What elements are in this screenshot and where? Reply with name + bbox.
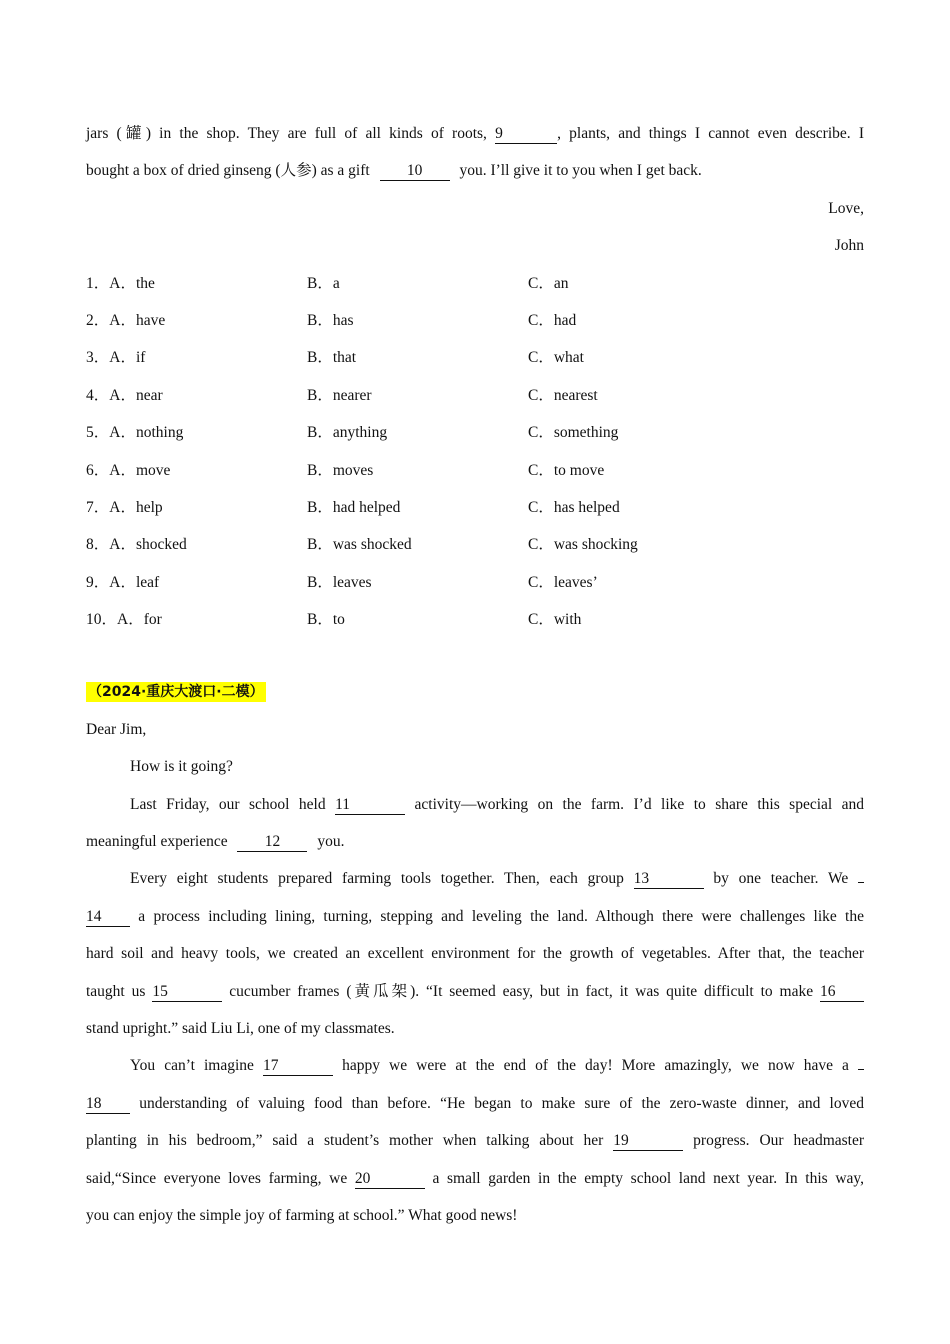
passage1-line2: bought a box of dried ginseng (人参) as a gift 10 you. I’ll give it to you when I get back.: [86, 162, 702, 180]
option-b[interactable]: B．was shocked: [307, 536, 412, 554]
question-row: 2．A．have B．has C．had: [86, 309, 864, 346]
blank-17: 17: [263, 1057, 333, 1076]
option-c[interactable]: C．nearest: [528, 386, 598, 404]
blank-10: 10: [380, 162, 450, 181]
option-a[interactable]: A．the: [109, 274, 155, 292]
paragraph-4-line2: 18 understanding of valuing food than before. “He began to make sure of the zero-waste dinner, and loved: [86, 1094, 864, 1112]
option-b[interactable]: B．to: [307, 611, 345, 629]
question-row: 8．A．shocked B．was shocked C．was shocking: [86, 533, 864, 570]
option-c[interactable]: C．had: [528, 311, 577, 329]
closing: Love,: [828, 199, 864, 217]
option-a[interactable]: A．near: [109, 386, 163, 404]
content: [86, 122, 864, 1241]
option-b[interactable]: B．nearer: [307, 386, 372, 404]
blank-14: 14: [86, 908, 130, 927]
option-a[interactable]: A．shocked: [109, 536, 187, 554]
source-tag: （2024·重庆大渡口·二模）: [88, 684, 264, 701]
option-c[interactable]: C．an: [528, 274, 569, 292]
question-row: 1．A．the B．a C．an: [86, 272, 864, 309]
passage1-line1: jars (罐) in the shop. They are full of all kinds of roots, 9 , plants, and things I cannot even describe. I: [86, 125, 864, 142]
option-b[interactable]: B．has: [307, 311, 354, 329]
question-row: 4．A．near B．nearer C．nearest: [86, 384, 864, 421]
paragraph-3-line1: Every eight students prepared farming tools together. Then, each group 13 by one teacher. We: [86, 867, 864, 904]
option-a[interactable]: A．move: [109, 461, 171, 479]
option-c[interactable]: C．something: [528, 424, 619, 442]
option-a[interactable]: A．if: [109, 349, 146, 367]
blank-9: 9: [495, 125, 557, 144]
blank-20: 20: [355, 1170, 425, 1189]
option-c[interactable]: C．was shocking: [528, 536, 638, 554]
option-a[interactable]: A．nothing: [109, 424, 184, 442]
blank-18: 18: [86, 1095, 130, 1114]
option-b[interactable]: B．moves: [307, 461, 374, 479]
blank-19: 19: [613, 1132, 683, 1151]
option-a[interactable]: A．leaf: [109, 573, 160, 591]
paragraph-1: How is it going?: [130, 758, 233, 776]
signature: John: [834, 237, 864, 255]
option-b[interactable]: B．leaves: [307, 573, 372, 591]
option-c[interactable]: C．to move: [528, 461, 605, 479]
option-a[interactable]: A．have: [109, 311, 166, 329]
question-list: [86, 272, 864, 646]
greeting: Dear Jim,: [86, 720, 147, 738]
option-a[interactable]: A．for: [117, 611, 162, 629]
question-row: 6．A．move B．moves C．to move: [86, 459, 864, 496]
question-row: 3．A．if B．that C．what: [86, 346, 864, 383]
question-row: 5．A．nothing B．anything C．something: [86, 421, 864, 458]
blank-15: 15: [152, 983, 222, 1002]
option-b[interactable]: B．had helped: [307, 498, 401, 516]
paragraph-4-line3: planting in his bedroom,” said a student’s mother when talking about her 19 progress. Our headmaster: [86, 1132, 865, 1150]
blank-12: 12: [237, 833, 307, 852]
blank-16: 16: [820, 983, 864, 1002]
paragraph-4-line5: you can enjoy the simple joy of farming at school.” What good news!: [86, 1206, 518, 1224]
option-b[interactable]: B．that: [307, 349, 357, 367]
paragraph-4-line1: You can’t imagine 17 happy we were at the end of the day! More amazingly, we now have a: [86, 1054, 864, 1091]
option-c[interactable]: C．what: [528, 349, 584, 367]
paragraph-3-line5: stand upright.” said Liu Li, one of my classmates.: [86, 1019, 395, 1037]
blank-13: 13: [634, 870, 704, 889]
question-row: 7．A．help B．had helped C．has helped: [86, 496, 864, 533]
option-c[interactable]: C．has helped: [528, 498, 620, 516]
question-row: 10．A．for B．to C．with: [86, 608, 864, 645]
blank-11: 11: [335, 796, 405, 815]
paragraph-3-line2: 14 a process including lining, turning, stepping and leveling the land. Although there were challenges like the: [86, 907, 864, 925]
paragraph-2-line1: Last Friday, our school held 11 activity—working on the farm. I’d like to share this special and: [130, 795, 865, 813]
source-line: [86, 680, 864, 717]
option-b[interactable]: B．anything: [307, 424, 388, 442]
question-row: 9．A．leaf B．leaves C．leaves’: [86, 571, 864, 608]
option-a[interactable]: A．help: [109, 498, 163, 516]
option-c[interactable]: C．leaves’: [528, 573, 598, 591]
paragraph-3-line4: taught us 15 cucumber frames (黄瓜架). “It seemed easy, but in fact, it was quite difficult to make 16: [86, 980, 864, 1017]
option-b[interactable]: B．a: [307, 274, 340, 292]
paragraph-2-line2: meaningful experience 12 you.: [86, 833, 345, 851]
paragraph-4-line4: said,“Since everyone loves farming, we 20 a small garden in the empty school land next year. In this way,: [86, 1169, 865, 1187]
paragraph-3-line3: hard soil and heavy tools, we created an excellent environment for the growth of vegetables. After that, the teacher: [86, 945, 864, 963]
option-c[interactable]: C．with: [528, 611, 582, 629]
